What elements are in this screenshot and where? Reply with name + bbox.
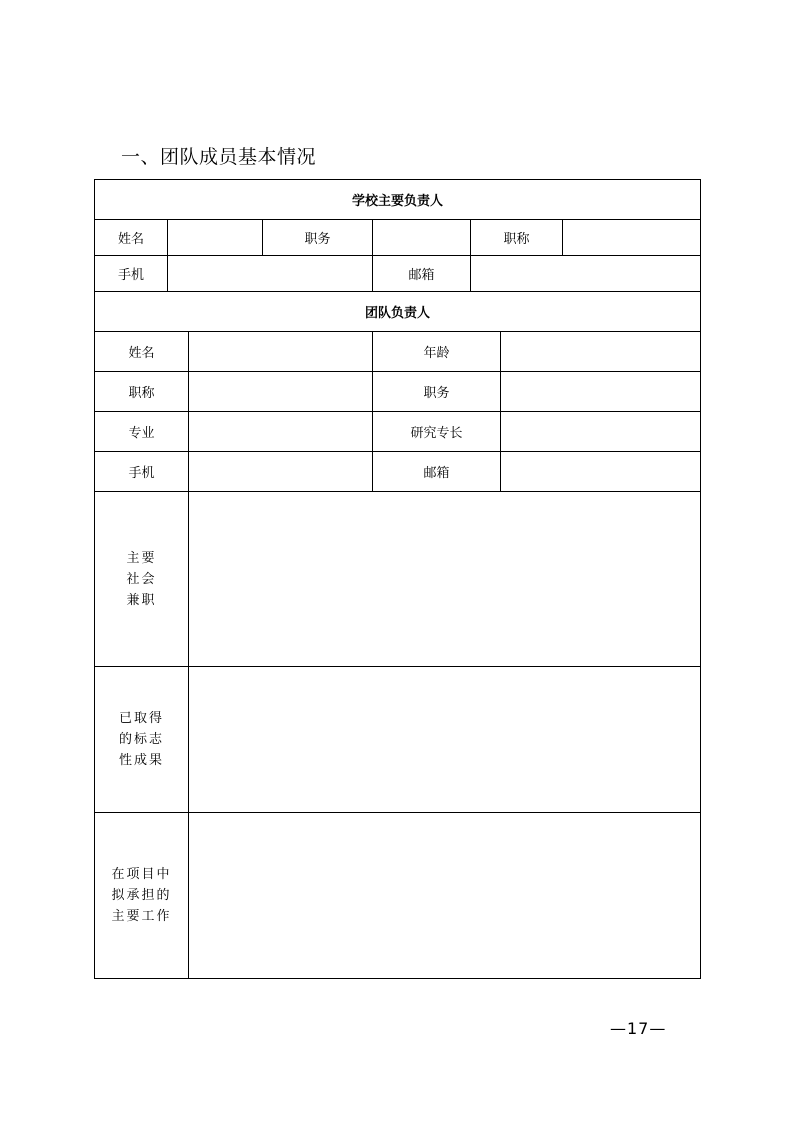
team-members-form xyxy=(94,179,701,979)
achievements-label-line: 性成果 xyxy=(118,753,164,768)
team-leader-phone-field[interactable] xyxy=(189,452,373,492)
social-roles-label-line: 社会 xyxy=(126,571,157,587)
team-leader-major-field[interactable] xyxy=(189,412,373,452)
school-leader-phone-field[interactable] xyxy=(168,256,373,292)
social-roles-label-line: 兼职 xyxy=(126,592,157,608)
school-leader-phone-label: 手机 xyxy=(95,256,168,292)
school-leader-heading: 学校主要负责人 xyxy=(95,180,701,220)
achievements-label-line: 的标志 xyxy=(118,732,164,747)
page-title: 一、团队成员基本情况 xyxy=(121,146,317,168)
school-leader-name-label: 姓名 xyxy=(95,220,168,256)
achievements-label xyxy=(95,667,189,813)
school-leader-email-label: 邮箱 xyxy=(373,256,471,292)
school-leader-position-label: 职务 xyxy=(263,220,373,256)
team-leader-heading: 团队负责人 xyxy=(95,292,701,332)
school-leader-title-field[interactable] xyxy=(563,220,701,256)
achievements-field[interactable] xyxy=(189,667,701,813)
team-leader-phone-label: 手机 xyxy=(95,452,189,492)
social-roles-field[interactable] xyxy=(189,492,701,667)
project-work-field[interactable] xyxy=(189,813,701,979)
school-leader-email-field[interactable] xyxy=(471,256,701,292)
school-leader-position-field[interactable] xyxy=(373,220,471,256)
team-leader-age-field[interactable] xyxy=(501,332,701,372)
team-leader-email-label: 邮箱 xyxy=(373,452,501,492)
page-number: —17— xyxy=(610,1019,667,1038)
social-roles-label xyxy=(95,492,189,667)
school-leader-title-label: 职称 xyxy=(471,220,563,256)
project-work-label-line: 主要工作 xyxy=(111,909,172,924)
team-leader-title-field[interactable] xyxy=(189,372,373,412)
team-leader-position-field[interactable] xyxy=(501,372,701,412)
school-leader-name-field[interactable] xyxy=(168,220,263,256)
project-work-label-line: 拟承担的 xyxy=(111,888,172,903)
team-leader-email-field[interactable] xyxy=(501,452,701,492)
team-leader-name-field[interactable] xyxy=(189,332,373,372)
team-leader-name-label: 姓名 xyxy=(95,332,189,372)
team-leader-expertise-field[interactable] xyxy=(501,412,701,452)
team-leader-expertise-label: 研究专长 xyxy=(373,412,501,452)
team-leader-major-label: 专业 xyxy=(95,412,189,452)
social-roles-label-line: 主要 xyxy=(126,550,157,566)
team-leader-title-label: 职称 xyxy=(95,372,189,412)
project-work-label-line: 在项目中 xyxy=(111,867,172,882)
project-work-label xyxy=(95,813,189,979)
team-leader-age-label: 年龄 xyxy=(373,332,501,372)
achievements-label-line: 已取得 xyxy=(118,711,164,726)
team-leader-position-label: 职务 xyxy=(373,372,501,412)
